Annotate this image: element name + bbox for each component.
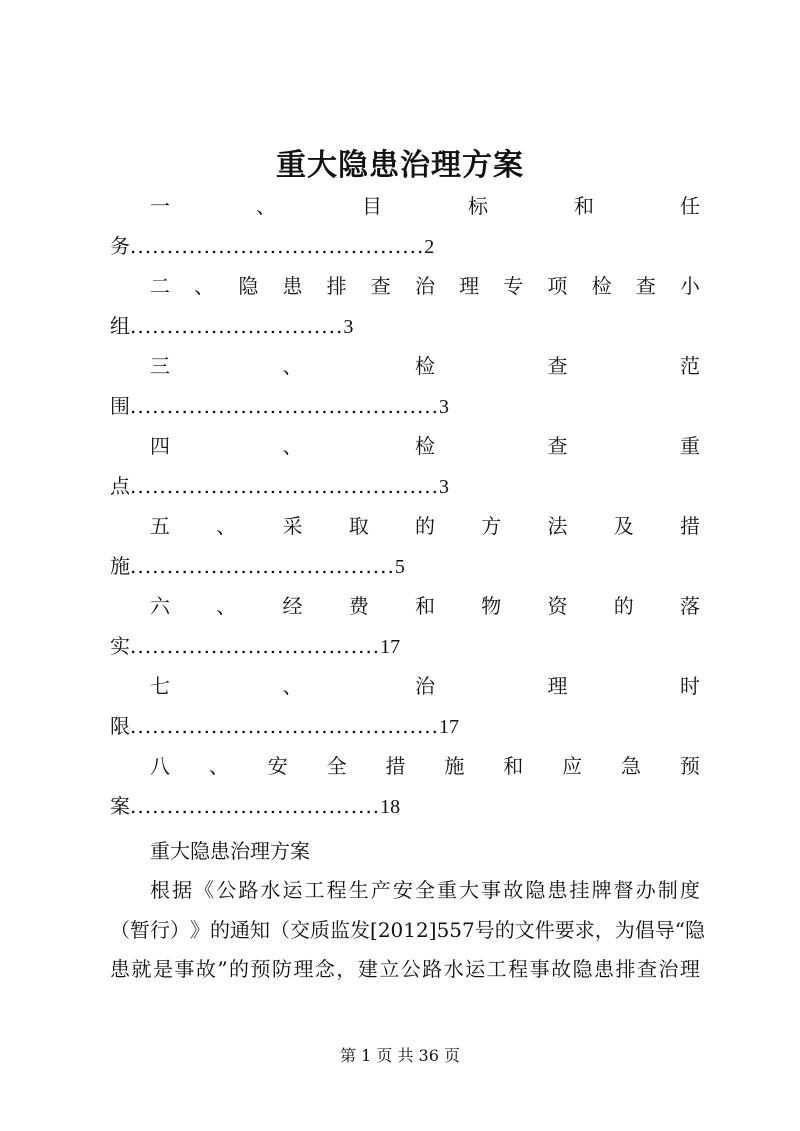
- paragraph-char: 》: [190, 918, 210, 942]
- paragraph-char: 发: [350, 918, 370, 942]
- toc-entry-char: 查: [370, 274, 391, 298]
- toc-entry-leader[interactable]: [110, 548, 700, 584]
- section-heading: 重大隐患治理方案: [150, 839, 310, 863]
- paragraph-char: 2: [377, 918, 391, 942]
- paragraph-char: 故: [195, 957, 216, 981]
- toc-entry-char: 检: [415, 434, 435, 458]
- toc-entry-char: 、: [256, 194, 276, 218]
- toc-entry-leader[interactable]: [110, 228, 700, 264]
- toc-entry-heading[interactable]: [150, 668, 700, 704]
- toc-entry-char: 查: [547, 354, 568, 378]
- toc-entry-char: 治: [414, 274, 435, 298]
- toc-entry-char: 、: [282, 434, 303, 458]
- paragraph-char: 患: [547, 878, 568, 902]
- paragraph-char: ，: [594, 918, 615, 942]
- paragraph-char: 重: [437, 878, 458, 902]
- paragraph-line-2: [110, 911, 705, 949]
- toc-entry-char: 法: [547, 514, 568, 538]
- paragraph-char: 根: [150, 878, 170, 902]
- paragraph-char: 工: [486, 957, 507, 981]
- toc-entry-char: 、: [194, 274, 215, 298]
- paragraph-char: 求: [574, 918, 595, 942]
- paragraph-char: 度: [679, 878, 700, 902]
- paragraph-char: 公: [216, 878, 237, 902]
- toc-entry-char: 治: [415, 674, 435, 698]
- toc-entry-leader[interactable]: [110, 468, 700, 504]
- paragraph-char: 隐: [685, 918, 705, 942]
- paragraph-char: 要: [554, 918, 575, 942]
- toc-entry-char: 安: [267, 754, 288, 778]
- paragraph-char: 《: [194, 878, 215, 902]
- toc-entry-char: 的: [415, 514, 435, 538]
- toc-entry-char: 取: [348, 514, 369, 538]
- toc-entry-char: 一: [150, 194, 170, 218]
- paragraph-char: 水: [443, 957, 464, 981]
- toc-entry-char: 物: [481, 594, 502, 618]
- paragraph-char: 患: [594, 957, 615, 981]
- toc-entry-char: 查: [547, 434, 568, 458]
- document-title: 重大隐患治理方案: [276, 148, 524, 183]
- paragraph-char: 的: [210, 918, 230, 942]
- toc-page-number: 18: [380, 796, 401, 818]
- toc-entry-char: 落: [680, 594, 700, 618]
- paragraph-char: 5: [449, 918, 463, 942]
- paragraph-char: 排: [615, 957, 636, 981]
- paragraph-char: 事: [529, 957, 550, 981]
- paragraph-char: 督: [613, 878, 634, 902]
- toc-entry-heading[interactable]: [150, 428, 700, 464]
- paragraph-char: 2: [416, 918, 429, 942]
- paragraph-char: [: [370, 918, 378, 942]
- paragraph-char: 大: [459, 878, 480, 902]
- toc-entry-char: 费: [348, 594, 369, 618]
- toc-entry-leader[interactable]: [110, 308, 700, 344]
- paragraph-char: 防: [271, 957, 292, 981]
- toc-entry-char: 和: [574, 194, 594, 218]
- paragraph-line-1: [150, 871, 700, 909]
- toc-entry-char: 检: [415, 354, 435, 378]
- toc-entry-char: 二: [150, 274, 170, 298]
- toc-entry-char: 、: [216, 594, 237, 618]
- toc-entry-char: 应: [562, 754, 583, 778]
- paragraph-char: 5: [436, 918, 450, 942]
- paragraph-char: 倡: [634, 918, 655, 942]
- toc-dot-leader: ..................................: [130, 634, 381, 658]
- paragraph-char: 制: [657, 878, 678, 902]
- toc-entry-char: 、: [216, 514, 237, 538]
- toc-entry-char: 四: [150, 434, 170, 458]
- paragraph-char: 故: [503, 878, 524, 902]
- toc-entry-char: 隐: [238, 274, 259, 298]
- paragraph-char: 导: [654, 918, 675, 942]
- paragraph-char: 1: [403, 918, 417, 942]
- toc-entry-char: 项: [547, 274, 568, 298]
- toc-entry-char: 专: [503, 274, 524, 298]
- paragraph-char: 公: [400, 957, 421, 981]
- toc-entry-leader[interactable]: [110, 628, 700, 664]
- toc-entry-leader[interactable]: [110, 388, 700, 424]
- paragraph-char: 念: [314, 957, 335, 981]
- toc-entry-heading[interactable]: [150, 588, 700, 624]
- paragraph-char: 程: [508, 957, 529, 981]
- paragraph-char: 文: [514, 918, 535, 942]
- paragraph-char: 生: [348, 878, 369, 902]
- toc-entry-char: 和: [415, 594, 435, 618]
- paragraph-char: 水: [260, 878, 281, 902]
- toc-entry-char: 、: [282, 354, 303, 378]
- paragraph-char: 预: [250, 957, 271, 981]
- paragraph-char: 故: [551, 957, 572, 981]
- paragraph-char: 牌: [591, 878, 612, 902]
- toc-entry-char: 经: [282, 594, 303, 618]
- toc-entry-char: 及: [613, 514, 634, 538]
- paragraph-char: 件: [534, 918, 555, 942]
- paragraph-char: 通: [230, 918, 250, 942]
- paragraph-char: 事: [481, 878, 502, 902]
- toc-entry-char: 八: [150, 754, 170, 778]
- paragraph-char: 号: [474, 918, 495, 942]
- toc-dot-leader: ..................................: [130, 794, 381, 818]
- toc-entry-char: 施: [444, 754, 465, 778]
- toc-entry-char: 全: [326, 754, 347, 778]
- paragraph-char: 据: [172, 878, 193, 902]
- paragraph-char: 安: [392, 878, 413, 902]
- paragraph-char: 工: [304, 878, 325, 902]
- toc-entry-char: 急: [621, 754, 641, 778]
- toc-entry-tail: 施: [110, 554, 130, 578]
- toc-entry-char: 标: [468, 194, 488, 218]
- toc-entry-char: 资: [547, 594, 568, 618]
- toc-entry-tail: 限: [110, 714, 130, 738]
- paragraph-char: 治: [658, 957, 679, 981]
- toc-entry-leader[interactable]: [110, 788, 700, 824]
- paragraph-char: 0: [390, 918, 404, 942]
- toc-entry-char: 范: [680, 354, 700, 378]
- toc-entry-char: 患: [282, 274, 303, 298]
- toc-entry-tail: 组: [110, 314, 130, 338]
- toc-entry-heading[interactable]: [150, 188, 700, 224]
- toc-page-number: 5: [394, 556, 405, 578]
- toc-dot-leader: ....................................: [130, 554, 395, 578]
- paragraph-char: 行: [150, 918, 170, 942]
- toc-entry-tail: 实: [110, 634, 130, 658]
- toc-dot-leader: ..........................................: [130, 474, 440, 498]
- toc-entry-char: 理: [547, 674, 568, 698]
- toc-dot-leader: ..........................................: [130, 394, 440, 418]
- paragraph-char: 办: [635, 878, 656, 902]
- toc-entry-heading[interactable]: [150, 348, 700, 384]
- toc-entry-char: 小: [679, 274, 700, 298]
- paragraph-char: 路: [238, 878, 259, 902]
- toc-entry-heading[interactable]: [150, 268, 700, 304]
- paragraph-char: 交: [290, 918, 310, 942]
- paragraph-line-3: [110, 950, 700, 988]
- paragraph-char: 隐: [525, 878, 546, 902]
- toc-page-number: 17: [380, 636, 401, 658]
- paragraph-char: 运: [282, 878, 303, 902]
- paragraph-char: 程: [326, 878, 347, 902]
- paragraph-char: （: [270, 918, 290, 942]
- toc-entry-char: 任: [680, 194, 700, 218]
- toc-dot-leader: ........................................: [130, 234, 425, 258]
- paragraph-char: “: [674, 918, 685, 942]
- paragraph-char: ）: [170, 918, 190, 942]
- toc-entry-char: 排: [326, 274, 347, 298]
- paragraph-char: （: [110, 918, 130, 942]
- page-footer: 第 1 页 共 36 页: [340, 1046, 460, 1065]
- paragraph-char: 产: [370, 878, 391, 902]
- paragraph-char: 为: [614, 918, 635, 942]
- toc-entry-char: 、: [208, 754, 229, 778]
- toc-entry-char: 重: [680, 434, 700, 458]
- paragraph-char: 的: [229, 957, 250, 981]
- toc-entry-char: 五: [150, 514, 170, 538]
- paragraph-char: 运: [465, 957, 486, 981]
- paragraph-char: 暂: [130, 918, 150, 942]
- toc-entry-char: 方: [481, 514, 502, 538]
- paragraph-char: 挂: [569, 878, 590, 902]
- toc-entry-char: 采: [282, 514, 303, 538]
- paragraph-char: 是: [152, 957, 173, 981]
- paragraph-char: 知: [250, 918, 270, 942]
- toc-page-number: 17: [439, 716, 460, 738]
- toc-entry-char: 的: [613, 594, 634, 618]
- paragraph-char: 理: [293, 957, 314, 981]
- toc-page-number: 3: [343, 316, 354, 338]
- toc-page-number: 3: [439, 476, 450, 498]
- paragraph-char: ”: [217, 957, 228, 981]
- toc-entry-char: 措: [680, 514, 700, 538]
- toc-entry-char: 六: [150, 594, 170, 618]
- paragraph-char: 患: [110, 957, 130, 981]
- paragraph-char: 查: [636, 957, 657, 981]
- toc-entry-char: 时: [680, 674, 700, 698]
- toc-entry-char: 目: [362, 194, 382, 218]
- toc-entry-tail: 务: [110, 234, 130, 258]
- toc-entry-char: 理: [459, 274, 480, 298]
- paragraph-char: 建: [357, 957, 378, 981]
- paragraph-char: 质: [310, 918, 330, 942]
- toc-entry-char: 和: [503, 754, 524, 778]
- paragraph-char: 7: [462, 918, 475, 942]
- toc-entry-char: 查: [635, 274, 656, 298]
- toc-entry-char: 检: [591, 274, 612, 298]
- paragraph-char: 监: [330, 918, 350, 942]
- paragraph-char: 的: [494, 918, 515, 942]
- toc-entry-heading[interactable]: [150, 748, 700, 784]
- toc-entry-tail: 案: [110, 794, 130, 818]
- paragraph-char: 立: [379, 957, 400, 981]
- paragraph-char: ，: [336, 957, 357, 981]
- toc-entry-tail: 点: [110, 474, 130, 498]
- paragraph-char: 事: [174, 957, 195, 981]
- toc-dot-leader: .............................: [130, 314, 344, 338]
- toc-entry-leader[interactable]: [110, 708, 700, 744]
- toc-dot-leader: ..........................................: [130, 714, 440, 738]
- toc-entry-tail: 围: [110, 394, 130, 418]
- toc-entry-char: 预: [679, 754, 700, 778]
- paragraph-char: 路: [422, 957, 443, 981]
- paragraph-char: 就: [131, 957, 152, 981]
- toc-page-number: 3: [439, 396, 450, 418]
- toc-page-number: 2: [424, 236, 435, 258]
- toc-entry-char: 措: [385, 754, 406, 778]
- toc-entry-char: 七: [150, 674, 170, 698]
- paragraph-char: 全: [414, 878, 435, 902]
- toc-entry-heading[interactable]: [150, 508, 700, 544]
- toc-entry-char: 三: [150, 354, 170, 378]
- toc-entry-char: 、: [282, 674, 303, 698]
- paragraph-char: 隐: [572, 957, 593, 981]
- paragraph-char: ]: [428, 918, 437, 942]
- paragraph-char: 理: [679, 957, 700, 981]
